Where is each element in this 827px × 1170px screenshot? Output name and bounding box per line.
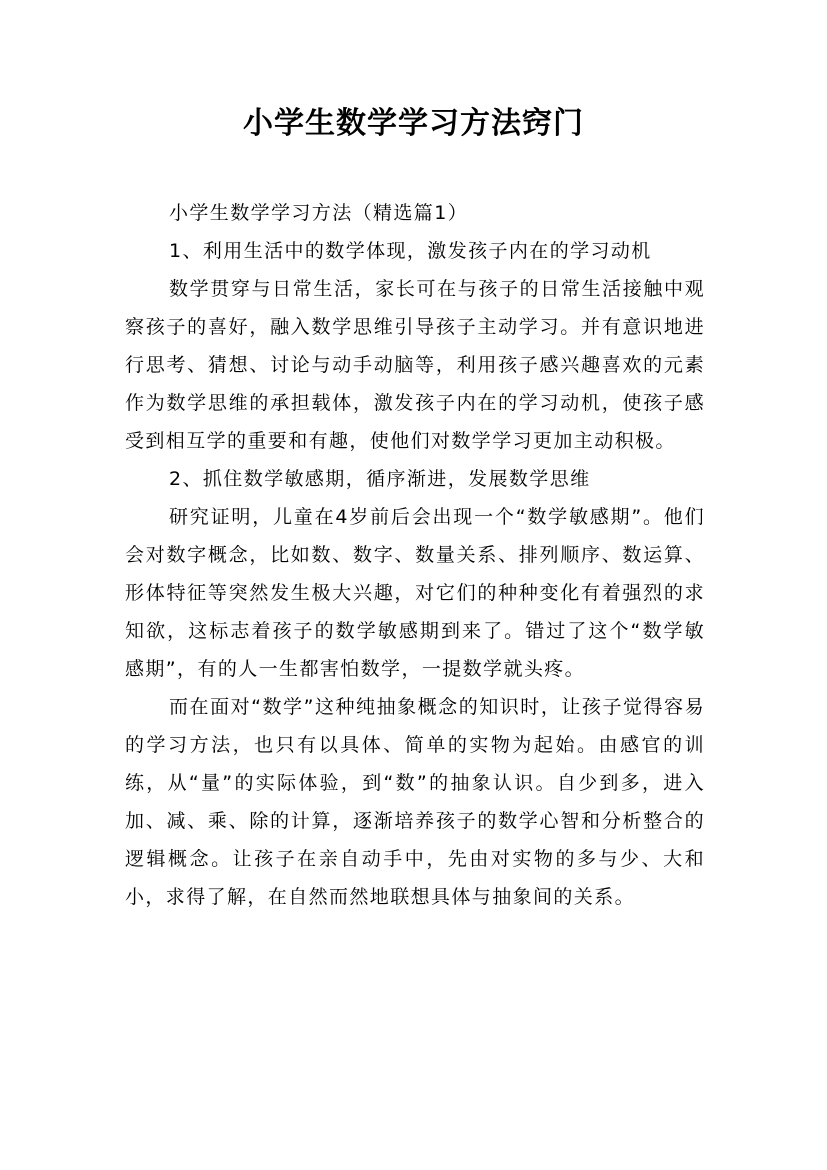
paragraph-1: 数学贯穿与日常生活，家长可在与孩子的日常生活接触中观察孩子的喜好，融入数学思维引导孩子主动学习。并有意识地进行思考、猜想、讨论与动手动脑等，利用孩子感兴趣喜欢的元素作为数学思维的承担载体，激发孩子内在的学习动机，使孩子感受到相互学的重要和有趣，使他们对数学学习更加主动积极。: [125, 278, 705, 452]
subheading-2: 2、抓住数学敏感期，循序渐进，发展数学思维: [169, 468, 591, 490]
subheading-1: 1、利用生活中的数学体现，激发孩子内在的学习动机: [169, 240, 652, 262]
document-body: [125, 194, 705, 916]
paragraph-3: 而在面对“数学”这种纯抽象概念的知识时，让孩子觉得容易的学习方法，也只有以具体、简单的实物为起始。由感官的训练，从“量”的实际体验，到“数”的抽象认识。自少到多，进入加、减、乘、除的计算，逐渐培养孩子的数学心智和分析整合的逻辑概念。让孩子在亲自动手中，先由对实物的多与少、大和小，求得了解，在自然而然地联想具体与抽象间的关系。: [125, 696, 705, 908]
paragraph-2: 研究证明，儿童在4岁前后会出现一个“数学敏感期”。他们会对数字概念，比如数、数字、数量关系、排列顺序、数运算、形体特征等突然发生极大兴趣，对它们的种种变化有着强烈的求知欲，这标志着孩子的数学敏感期到来了。错过了这个“数学敏感期”，有的人一生都害怕数学，一提数学就头疼。: [125, 506, 705, 680]
section-heading: 小学生数学学习方法（精选篇1）: [169, 202, 469, 224]
document-title: 小学生数学学习方法窍门: [243, 106, 584, 141]
